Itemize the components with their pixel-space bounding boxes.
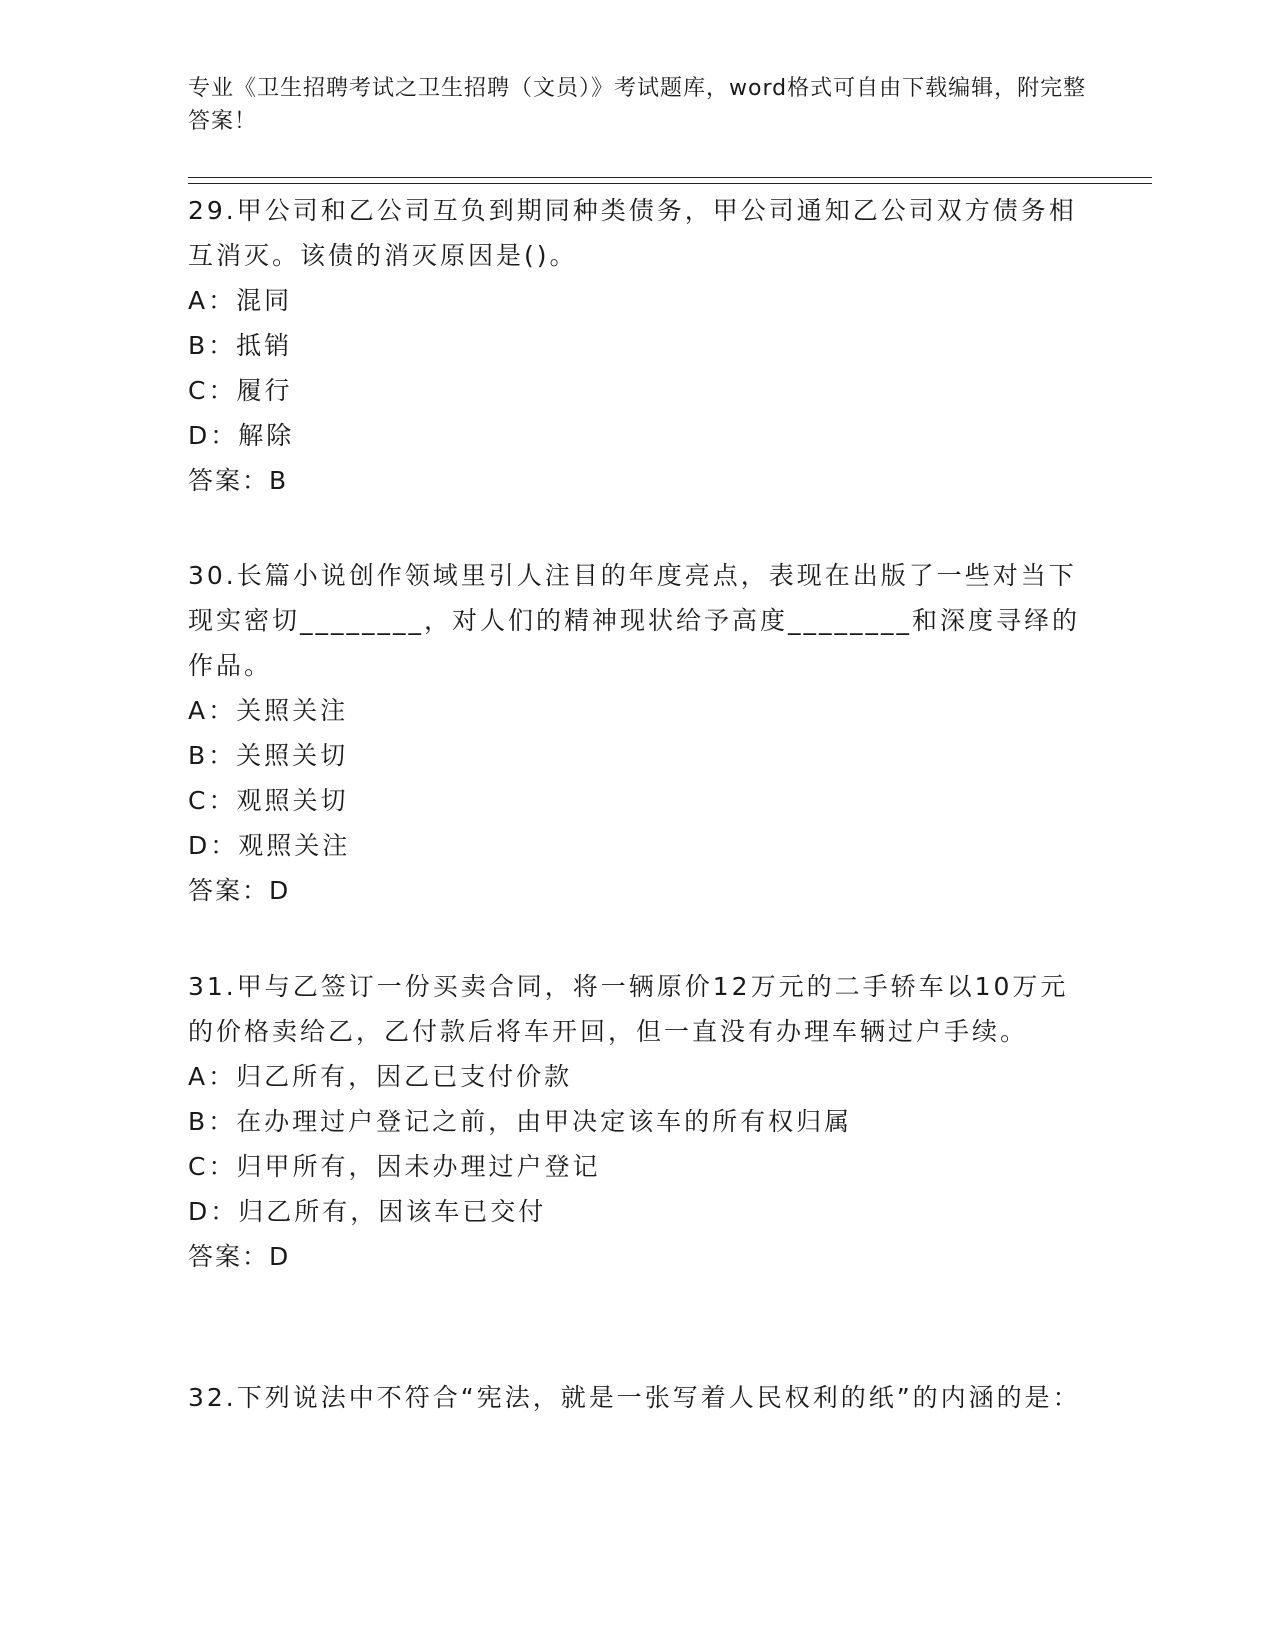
option-b: B：关照关切 [188, 741, 349, 770]
option-d: D：归乙所有，因该车已交付 [188, 1197, 547, 1226]
option-d: D：解除 [188, 421, 295, 450]
question-30 [188, 553, 1088, 913]
option-c: C：归甲所有，因未办理过户登记 [188, 1152, 601, 1181]
option-a: A：归乙所有，因乙已支付价款 [188, 1062, 573, 1091]
question-31 [188, 964, 1088, 1279]
answer-line: 答案：D [188, 876, 291, 905]
answer-line: 答案：B [188, 466, 289, 495]
option-d: D：观照关注 [188, 831, 351, 860]
option-a: A：关照关注 [188, 696, 349, 725]
question-32 [188, 1375, 1088, 1420]
header-divider-top [188, 177, 1152, 178]
header-divider-bottom [188, 183, 1152, 184]
question-29 [188, 188, 1088, 503]
option-b: B：在办理过户登记之前，由甲决定该车的所有权归属 [188, 1107, 853, 1136]
option-c: C：观照关切 [188, 786, 349, 815]
answer-line: 答案：D [188, 1242, 291, 1271]
option-a: A：混同 [188, 286, 293, 315]
question-stem: 31.甲与乙签订一份买卖合同，将一辆原价12万元的二手轿车以10万元的价格卖给乙，乙付款后将车开回，但一直没有办理车辆过户手续。 [188, 972, 1069, 1046]
header-note: 专业《卫生招聘考试之卫生招聘（文员）》考试题库，word格式可自由下载编辑，附完整答案！ [188, 76, 1087, 134]
option-b: B：抵销 [188, 331, 293, 360]
question-stem: 32.下列说法中不符合“宪法，就是一张写着人民权利的纸”的内涵的是： [188, 1383, 1081, 1412]
question-stem: 29.甲公司和乙公司互负到期同种类债务，甲公司通知乙公司双方债务相互消灭。该债的消灭原因是()。 [188, 196, 1077, 270]
option-c: C：履行 [188, 376, 293, 405]
question-stem: 30.长篇小说创作领域里引人注目的年度亮点，表现在出版了一些对当下现实密切________，对人们的精神现状给予高度________和深度寻绎的作品。 [188, 561, 1081, 680]
